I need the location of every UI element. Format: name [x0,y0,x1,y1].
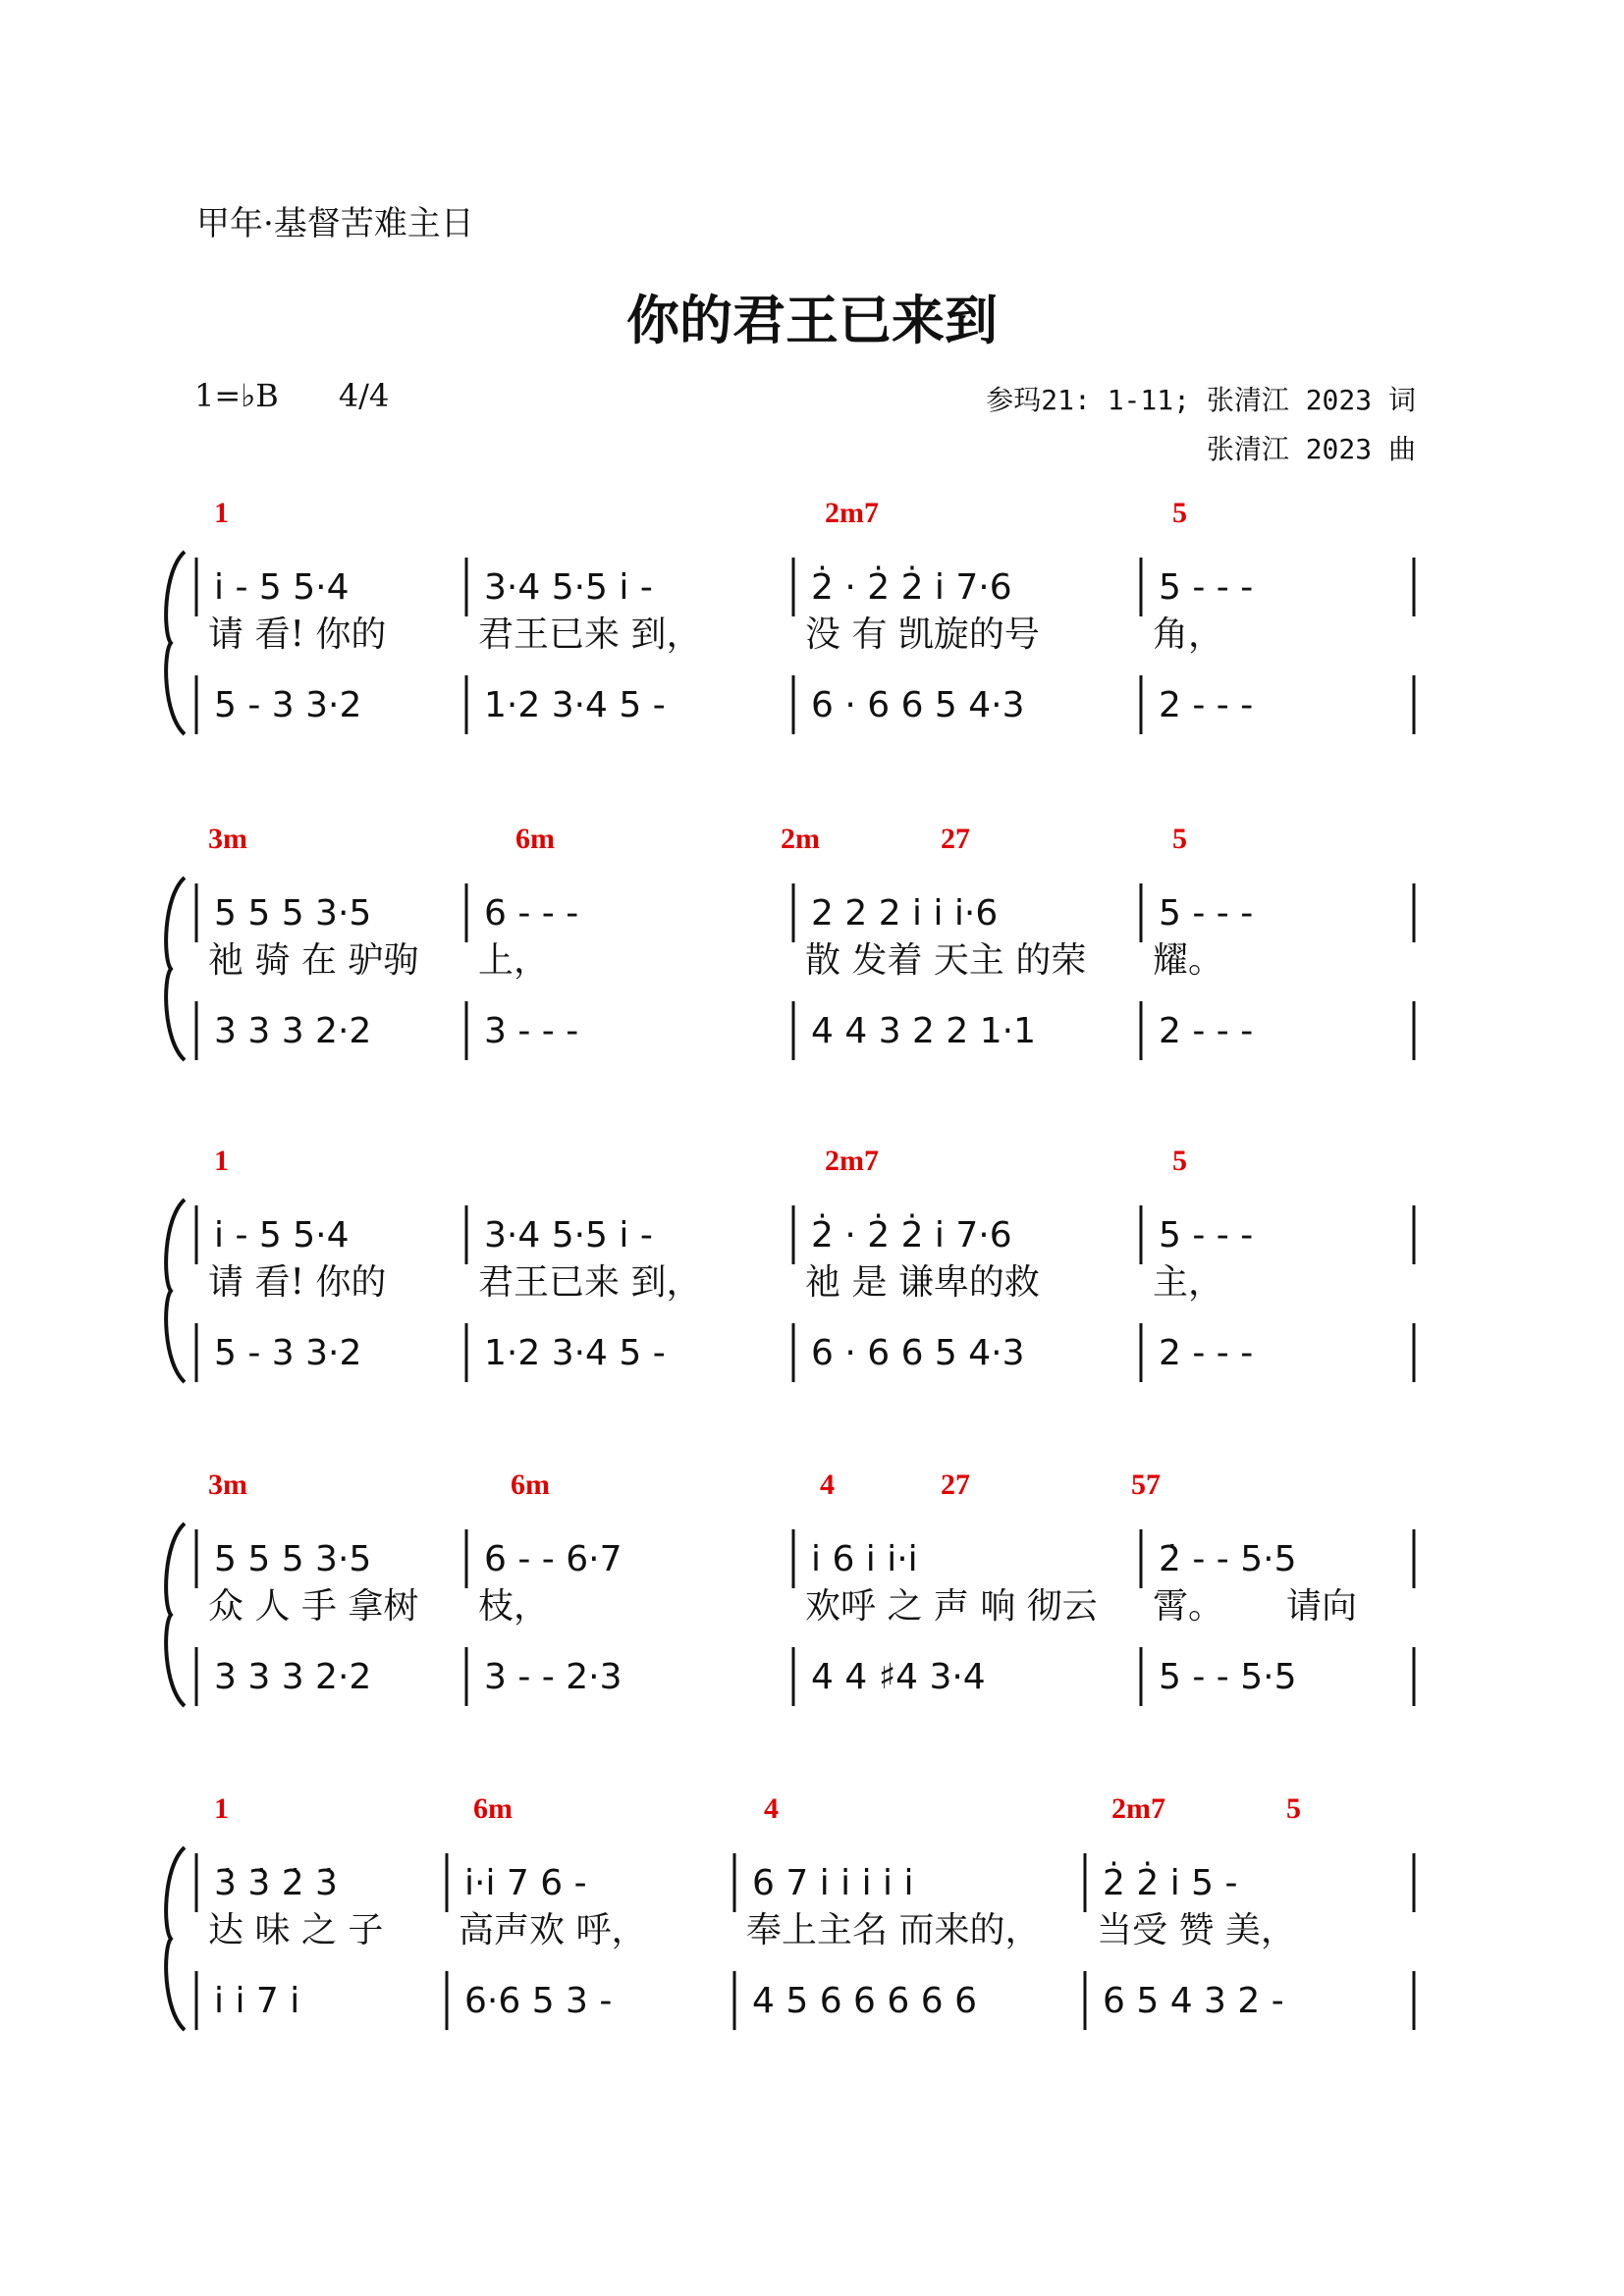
chord-symbol: 2m7 [1111,1792,1165,1825]
melody-measure: i̇·i̇ 7 6 - [464,1863,587,1903]
chord-symbol: 2m7 [825,1145,879,1177]
harmony-measure: 2 - - - [1159,1011,1254,1051]
lyric-line: 祂 是 谦卑的救 [805,1262,1040,1303]
harmony-measure: 4 4 3 2 2 1·1 [811,1011,1036,1051]
melody-measure: 2̇ · 2̇ 2̇ i̇ 7·6 [811,567,1012,608]
harmony-measure: 6·6 5 3 - [464,1981,613,2021]
composer-credit: 张清江 2023 曲 [1206,433,1416,465]
melody-measure: 3·4 5·5 i̇ - [484,567,653,608]
melody-measure: 2̇ 2̇ i̇ 5 - [1103,1863,1238,1903]
harmony-measure: i̇ i̇ 7 i̇ [214,1981,300,2021]
lyric-line: 散 发着 天主 的荣 [805,940,1087,981]
lyric-line: 君王已来 到， [478,1262,702,1303]
chord-symbol: 1 [214,1145,229,1177]
harmony-measure: 2 - - - [1159,1333,1254,1373]
system-brace [166,552,185,734]
melody-measure: i̇ 6 i̇ i̇·i̇ [811,1539,918,1579]
lyric-line: 角， [1153,614,1224,655]
lyric-line: 欢呼 之 声 响 彻云 [805,1586,1098,1627]
chord-symbol: 3m [208,1468,247,1501]
harmony-measure: 3 - - 2·3 [484,1657,623,1697]
melody-measure: 6 - - 6·7 [484,1539,623,1579]
harmony-measure: 6 · 6 6 5 4·3 [811,1333,1025,1373]
harmony-measure: 5 - - 5·5 [1159,1657,1297,1697]
melody-measure: 3̇ 3̇ 2̇ 3̇ [214,1863,338,1903]
chord-symbol: 5 [1172,1145,1187,1177]
lyric-line: 当受 赞 美， [1097,1910,1296,1950]
lyric-line: 众 人 手 拿树 [208,1586,419,1627]
lyric-line: 枝， [478,1586,550,1627]
melody-measure: 6 - - - [484,893,579,934]
system-brace [166,878,185,1060]
lyric-line: 没 有 凯旋的号 [805,614,1040,655]
lyric-line: 请 看! 你的 [208,614,387,655]
chord-symbol: 27 [941,823,970,855]
melody-measure: i̇ - 5 5·4 [214,567,350,608]
melody-measure: i̇ - 5 5·4 [214,1215,350,1255]
harmony-measure: 5 - 3 3·2 [214,685,362,725]
key-signature: 1=♭B [194,377,279,414]
chord-symbol: 5 [1172,497,1187,529]
chord-symbol: 6m [515,823,555,855]
system-brace [166,1847,185,2030]
chord-symbol: 4 [764,1792,779,1825]
harmony-measure: 5 - 3 3·2 [214,1333,362,1373]
harmony-measure: 6 5 4 3 2 - [1103,1981,1284,2021]
melody-measure: 2 2 2 i̇ i̇ i̇·6 [811,893,999,934]
lyric-line: 奉上主名 而来的， [746,1910,1041,1950]
chord-symbol: 2m [781,823,820,855]
harmony-measure: 3 3 3 2·2 [214,1011,372,1051]
chord-symbol: 1 [214,497,229,529]
song-title: 你的君王已来到 [626,290,998,351]
melody-measure: 2̇ · 2̇ 2̇ i̇ 7·6 [811,1215,1012,1255]
melody-measure: 3·4 5·5 i̇ - [484,1215,653,1255]
lyric-line: 君王已来 到， [478,614,702,655]
harmony-measure: 4 4 ♯4 3·4 [811,1657,986,1697]
chord-symbol: 5 [1172,823,1187,855]
melody-measure: 5 - - - [1159,1215,1254,1255]
harmony-measure: 3 3 3 2·2 [214,1657,372,1697]
chord-symbol: 6m [473,1792,513,1825]
lyric-line: 达 味 之 子 [208,1910,384,1950]
system-brace [166,1200,185,1382]
chord-symbol: 1 [214,1792,229,1825]
chord-symbol: 3m [208,823,247,855]
chord-symbol: 27 [941,1468,970,1501]
chord-symbol: 4 [820,1468,835,1501]
time-signature: 4/4 [338,377,390,414]
chord-symbol: 57 [1131,1468,1161,1501]
system-brace [166,1523,185,1706]
harmony-measure: 4 5 6 6 6 6 6 [752,1981,977,2021]
harmony-measure: 3 - - - [484,1011,579,1051]
liturgical-subtitle: 甲年·基督苦难主日 [196,204,474,243]
harmony-measure: 2 - - - [1159,685,1254,725]
harmony-measure: 1·2 3·4 5 - [484,685,666,725]
melody-measure: 5 - - - [1159,567,1254,608]
lyric-line: 请向 [1286,1586,1358,1627]
melody-measure: 5 - - - [1159,893,1254,934]
lyric-line: 耀。 [1153,940,1224,981]
lyric-line: 请 看! 你的 [208,1262,387,1303]
chord-symbol: 5 [1286,1792,1301,1825]
melody-measure: 2̇ - - 5·5 [1159,1539,1297,1579]
chord-symbol: 6m [511,1468,550,1501]
lyric-line: 主， [1153,1262,1224,1303]
harmony-measure: 6 · 6 6 5 4·3 [811,685,1025,725]
chord-symbol: 2m7 [825,497,879,529]
melody-measure: 5 5 5 3·5 [214,1539,372,1579]
melody-measure: 5 5 5 3·5 [214,893,372,934]
lyricist-credit: 参玛21: 1-11; 张清江 2023 词 [986,384,1416,416]
harmony-measure: 1·2 3·4 5 - [484,1333,666,1373]
lyric-line: 上， [478,940,550,981]
lyric-line: 霄。 [1153,1586,1224,1627]
lyric-line: 祂 骑 在 驴驹 [208,940,419,981]
lyric-line: 高声欢 呼， [459,1910,647,1950]
melody-measure: 6 7 i̇ i̇ i̇ i̇ i̇ [752,1863,914,1903]
